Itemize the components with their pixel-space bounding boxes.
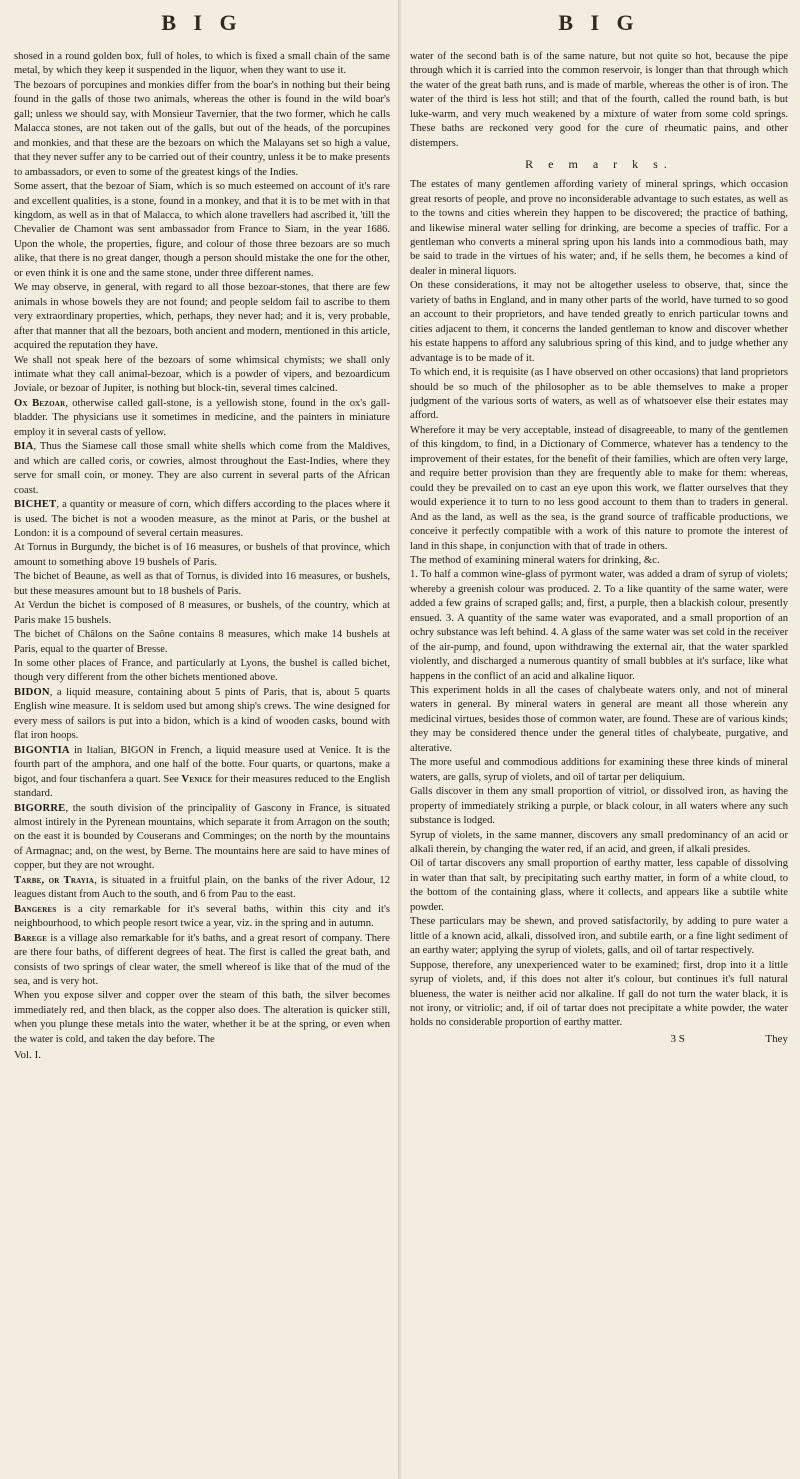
paragraph: Tarbe, or Trayia, is situated in a fruitful plain, on the banks of the river Adour, 12 leagues distant from Auch to the south, and 6 from Pau to the east. [14, 874, 390, 901]
entry-headword: BIDON [14, 686, 50, 698]
entry-headword: Ox Bezoar [14, 397, 66, 409]
right-running-head: B I G [558, 10, 640, 35]
right-column [410, 0, 788, 1479]
paragraph: Bangeres is a city remarkable for it's several baths, within this city and it's neighbourhood, to which people resort twice a year, viz. in the spring and in autumn. [14, 903, 390, 930]
remarks-heading: R e m a r k s. [525, 157, 673, 172]
left-footer [14, 1049, 390, 1061]
entry-headword: BICHET [14, 499, 57, 511]
paragraph: Wherefore it may be very acceptable, instead of disagreeable, to many of the gentlemen of this kingdom, to find, in a Dictionary of Commerce, whatever has a tendency to the improvement of their estates, for the benefit of their families, which are often very large, and require better provision than they are frequently able to make for them: whereas, could they be prevailed on to cast an eye upon this work, we flatter ourselves that they would experience it to turn to no less good account to them than to traders in general. And as the land, as well as the sea, is the grand source of trafficable productions, we conceive it perfectly compatible with a work of this nature to promote the interest of land in this shape, in conjunction with that of trade in others. [410, 424, 788, 552]
paragraph: We shall not speak here of the bezoars of some whimsical chymists; we shall only intimate what they call animal-bezoar, which is a powder of vipers, and bezoardicum Joviale, or bezoar of Jupiter, is nothing but block-tin, several times calcined. [14, 354, 390, 395]
paragraph: BIA, Thus the Siamese call those small white shells which come from the Maldives, and which are called coris, or cowries, almost throughout the East-Indies, where they serve for small coin, or money. They are also current in several parts of the African coast. [14, 441, 390, 496]
paragraph: shosed in a round golden box, full of holes, to which is fixed a small chain of the same metal, by which they keep it suspended in the liquor, when they want to use it. [14, 51, 390, 77]
paragraph: These particulars may be shewn, and proved satisfactorily, by adding to pure water a little of a known acid, alkali, dissolved iron, and subtile earth, or a fine light sediment of an earthy water; applying the syrup of violets, galls, and oil of tartar respectively. [410, 916, 788, 957]
entry-headword: BIGONTIA [14, 744, 70, 756]
paragraph: The method of examining mineral waters for drinking, &c. [410, 554, 660, 566]
paragraph: When you expose silver and copper over the steam of this bath, the silver becomes immediately red, and then black, as the copper also does. The alteration is quicker still, when you plunge these metals into the water, whether it be at the spring, or even when the water is cold, and taken the day before. The [14, 990, 390, 1045]
right-body-text [410, 178, 788, 1031]
entry-headword: Bangeres [14, 903, 57, 915]
paragraph: BICHET, a quantity or measure of corn, which differs according to the places where it is used. The bichet is not a wooden measure, as the minot at Paris, or the bushel at London: it is a compound of several certain measures. [14, 499, 390, 539]
paragraph: Suppose, therefore, any unexperienced water to be examined; first, drop into it a little syrup of violets, and, if this does not alter it's colour, but continues it's full natural blueness, the water is neither acid nor alkaline. If gall do not turn the water black, it is not irony, or vitriolic; and, if oil of tartar does not precipitate a white powder, the water holds no considerable proportion of earthy matter. [410, 959, 788, 1029]
paragraph: Syrup of violets, in the same manner, discovers any small predominancy of an acid or alkali therein, by changing the water red, if an acid, and green, if alkali presides. [410, 829, 788, 856]
paragraph: The bichet of Beaune, as well as that of Tornus, is divided into 16 measures, or bushels, but these measures amount but to 18 bushels of Paris. [14, 571, 390, 597]
paragraph: Some assert, that the bezoar of Siam, which is so much esteemed on account of it's rare and excellent qualities, is a stone, found in a monkey, and that it is to be met with in that kingdom, as well as in that of Malacca, to which alone travellers had ascribed it, 'till the Chevalier de Chamont was sent ambassador from France to Siam, in the year 1686. Upon the whole, the properties, figure, and colour of those three bezoars are so much alike, that there is no great danger, though a person should mistake the one for the other, or even think it is one and the same stone, under three different names. [14, 181, 390, 279]
entry-headword: BIGORRE [14, 802, 66, 814]
paragraph: In some other places of France, and particularly at Lyons, the bushel is called bichet, though very different from the other bichets mentioned above. [14, 658, 390, 684]
left-body-text [14, 50, 390, 1047]
paragraph: Oil of tartar discovers any small proportion of earthy matter, less capable of dissolving in water than that salt, by precipitating such earthy matter, in form of a white cloud, to the bottom of the containing glass, where it collects, and appears like a subtile white powder. [410, 858, 788, 913]
paragraph: The bichet of Châlons on the Saône contains 8 measures, which make 14 bushels at Paris, equal to the quarter of Bresse. [14, 629, 390, 655]
paragraph: water of the second bath is of the same nature, but not quite so hot, because the pipe through which it is carried into the common reservoir, is longer than that through which the water of the great bath runs, and is made of marble, whereas the other is of iron. The water of the third is less hot still; and that of the fourth, called the round bath, is but luke-warm, and very much weakened by a mixture of water from some cold springs. These baths are reckoned very good for the cure of rheumatic pains, and other distempers. [410, 51, 788, 149]
paragraph: The bezoars of porcupines and monkies differ from the boar's in nothing but their being found in the galls of those two animals, whereas the other is found in the wild boar's gall; unless we should say, with Monsieur Tavernier, that the two former, which he calls Malacca stones, are not taken out of the galls, but out of the heads, of the porcupines and monkies, and that these are the bezoars on which the Malayans set so high a value, that they never suffer any to be carried out of their country, unless it be to make presents to ambassadors, or even to some of the greatest kings of the Indies. [14, 79, 390, 178]
paragraph: BIGONTIA in Italian, BIGON in French, a liquid measure used at Venice. It is the fourth part of the amphora, and one half of the botte. Four quarts, or quartons, make a bigot, and four tischanfera a quart. See Venice for their measures reduced to the English standard. [14, 744, 390, 800]
paragraph: This experiment holds in all the cases of chalybeate waters only, and not of mineral waters in general. By mineral waters in general are meant all those wherein any medicinal virtues, besides those of common water, are found. These are of various kinds; they may be considered thence under the general titles of chalybeate, purgative, and alterative. [410, 685, 788, 754]
left-running-head: B I G [161, 10, 243, 35]
page-gutter [398, 0, 402, 1479]
paragraph: At Tornus in Burgundy, the bichet is of 16 measures, or bushels of that province, which amount to something above 19 bushels of Paris. [14, 542, 390, 568]
paragraph: BIDON, a liquid measure, containing about 5 pints of Paris, that is, about 5 quarts English wine measure. It is seldom used but among ship's crews. The wine designed for every mess of sailors is put into a bidon, which is a kind of wooden casks, bound with flat iron hoops. [14, 686, 390, 742]
entry-headword: Barege [14, 932, 48, 944]
catchword: They [765, 1032, 788, 1045]
volume-signature: Vol. I. [14, 1049, 41, 1062]
paragraph: The more useful and commodious additions for examining these three kinds of mineral waters, are galls, syrup of violets, and oil of tartar per deliquium. [410, 757, 788, 783]
entry-headword: Tarbe, or Trayia [14, 874, 95, 886]
right-body-text-top [410, 50, 788, 151]
paragraph: The estates of many gentlemen affording variety of mineral springs, which occasion great resorts of people, and prove no inconsiderable advantage to such estates, as well as to the towns and cities wherein they happen to be discovered; the practice of bathing, and likewise mineral water selling for drinking, are become a species of traffic. For a gentleman who converts a mineral spring upon his lands into a commodious bath, may be said to trade in the virtues of his water; and, if he sells them, he becomes a kind of dealer in mineral liquors. [410, 179, 788, 277]
right-footer [410, 1033, 788, 1045]
signature-mark: 3 S [670, 1032, 685, 1045]
paragraph: BIGORRE, the south division of the principality of Gascony in France, is situated almost intirely in the Pyrenean mountains, which separate it from Arragon on the south; on the east it is bounded by Couserans and Comminges; on the north by the mountains of Armagnac; and, on the west, by Berne. The mountains here are said to have mines of copper, but they are not wrought. [14, 802, 390, 872]
paragraph: Ox Bezoar, otherwise called gall-stone, is a yellowish stone, found in the ox's gall-bladder. The physicians use it sometimes in medicine, and the painters in miniature employ it in several casts of yellow. [14, 397, 390, 438]
paragraph: 1. To half a common wine-glass of pyrmont water, was added a dram of syrup of violets; whereby a greenish colour was produced. 2. To a like quantity of the same water, were added a few grains of scraped galls; and, first, a purple, then a blackish colour, presently ensued. 3. A quantity of the same water was evaporated, and a small proportion of an ochry substance was left behind. 4. A glass of the same water was set cold in the receiver of the air-pump, and found, upon withdrawing the external air, that the water sparkled violently, and discharged a numerous quantity of small bubbles at it's surface, like what happens in the conflict of an acid and alkaline liquor. [410, 569, 788, 682]
paragraph: On these considerations, it may not be altogether useless to observe, that, since the variety of baths in England, and in many other parts of the world, have turned to so good an account to their proprietors, and have tended greatly to enrich particular towns and cities adjacent to them, it concerns the landed gentleman to know and discover whether his estate happens to afford any salubrious spring of this kind, and to judge whether any advantage is to be made of it. [410, 280, 788, 364]
paragraph: To which end, it is requisite (as I have observed on other occasions) that land proprietors should be so much of the philosopher as to be able themselves to make a proper judgment of the various sorts of waters, as well as of whatsoever else their estates may afford. [410, 367, 788, 422]
entry-headword: Venice [181, 773, 213, 785]
paragraph: Barege is a village also remarkable for it's baths, and a great resort of company. There are there four baths, of different degrees of heat. The first is called the great bath, and consists of two springs of clear water, the smell whereof is like that of the mud of the sea, and is very hot. [14, 932, 390, 987]
paragraph: Galls discover in them any small proportion of vitriol, or dissolved iron, as having the property of immediately striking a purple, or black colour, in all waters where any such substance is lodged. [410, 786, 788, 827]
left-column [14, 0, 390, 1479]
entry-headword: BIA [14, 441, 34, 453]
paragraph: At Verdun the bichet is composed of 8 measures, or bushels, of the country, which at Paris make 15 bushels. [14, 600, 390, 626]
paragraph: We may observe, in general, with regard to all those bezoar-stones, that there are few animals in whose bowels they are not found; and people seldom fail to ascribe to them very extraordinary properties, which, perhaps, they never had; and it is, very probable, after that manner that all the bezoars, both ancient and modern, mentioned in this article, acquired the reputation they have. [14, 282, 390, 352]
